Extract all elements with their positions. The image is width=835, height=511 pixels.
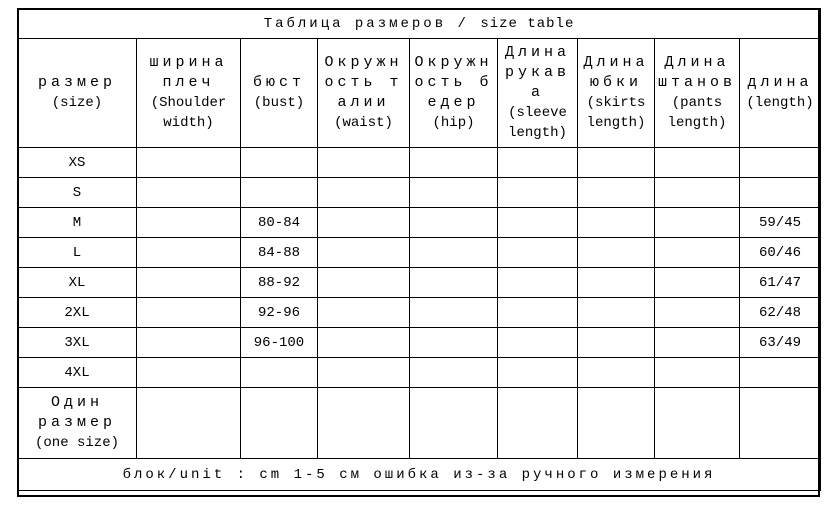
bust-cell [241, 358, 318, 388]
size-cell: XL [18, 268, 137, 298]
header-bust [241, 39, 318, 148]
pants-cell [655, 268, 740, 298]
waist-cell [318, 298, 410, 328]
hip-cell [410, 238, 498, 268]
length-cell [740, 358, 821, 388]
one-size-en: (one size) [34, 435, 119, 451]
table-row [18, 148, 821, 178]
title-en: size table [480, 15, 575, 32]
header-sleeve-ru: Длина рукава [504, 44, 570, 101]
sleeve-cell [498, 208, 578, 238]
size-cell: L [18, 238, 137, 268]
hip-cell [410, 298, 498, 328]
table-title [18, 9, 821, 39]
sleeve-cell [498, 298, 578, 328]
bust-cell [241, 148, 318, 178]
waist-cell [318, 388, 410, 459]
pants-cell [655, 328, 740, 358]
bust-cell: 80-84 [241, 208, 318, 238]
one-size-ru: Один размер [37, 394, 116, 431]
table-row [18, 178, 821, 208]
pants-cell [655, 208, 740, 238]
skirt-cell [578, 178, 655, 208]
size-cell: S [18, 178, 137, 208]
length-cell [740, 178, 821, 208]
hip-cell [410, 148, 498, 178]
bust-cell: 84-88 [241, 238, 318, 268]
header-size-ru: размер [37, 74, 116, 91]
length-cell [740, 148, 821, 178]
size-cell: M [18, 208, 137, 238]
header-length-ru: длина [747, 74, 813, 91]
pants-cell [655, 298, 740, 328]
header-size [18, 39, 137, 148]
footer-note: блок/unit : cm 1-5 см ошибка из-за ручного измерения [18, 459, 821, 491]
table-row [18, 328, 821, 358]
table-row [18, 208, 821, 238]
header-shoulder [137, 39, 241, 148]
waist-cell [318, 328, 410, 358]
header-waist-en: (waist) [334, 115, 393, 131]
size-table [17, 8, 821, 491]
one-size-label [18, 388, 137, 459]
shoulder-cell [137, 208, 241, 238]
header-length-en: (length) [746, 95, 814, 111]
bust-cell: 92-96 [241, 298, 318, 328]
length-cell: 59/45 [740, 208, 821, 238]
pants-cell [655, 238, 740, 268]
table-row [18, 358, 821, 388]
header-shoulder-ru: ширина плеч [149, 54, 228, 91]
length-cell: 61/47 [740, 268, 821, 298]
header-sleeve-en: (sleeve length) [508, 105, 567, 141]
hip-cell [410, 178, 498, 208]
pants-cell [655, 358, 740, 388]
hip-cell [410, 208, 498, 238]
skirt-cell [578, 328, 655, 358]
header-waist-ru: Окружность талии [324, 54, 403, 111]
bust-cell [241, 388, 318, 459]
shoulder-cell [137, 178, 241, 208]
sleeve-cell [498, 328, 578, 358]
shoulder-cell [137, 298, 241, 328]
pants-cell [655, 178, 740, 208]
header-length [740, 39, 821, 148]
header-skirt-ru: Длина юбки [583, 54, 649, 91]
header-hip [410, 39, 498, 148]
bust-cell: 96-100 [241, 328, 318, 358]
length-cell: 63/49 [740, 328, 821, 358]
header-skirt-en: (skirts length) [586, 95, 646, 131]
skirt-cell [578, 358, 655, 388]
sleeve-cell [498, 178, 578, 208]
shoulder-cell [137, 358, 241, 388]
length-cell: 60/46 [740, 238, 821, 268]
size-cell: XS [18, 148, 137, 178]
waist-cell [318, 178, 410, 208]
size-cell: 4XL [18, 358, 137, 388]
waist-cell [318, 268, 410, 298]
title-row [18, 9, 821, 39]
waist-cell [318, 358, 410, 388]
waist-cell [318, 148, 410, 178]
sleeve-cell [498, 268, 578, 298]
shoulder-cell [137, 388, 241, 459]
shoulder-cell [137, 328, 241, 358]
header-skirt [578, 39, 655, 148]
length-cell [740, 388, 821, 459]
waist-cell [318, 238, 410, 268]
sleeve-cell [498, 388, 578, 459]
skirt-cell [578, 208, 655, 238]
hip-cell [410, 358, 498, 388]
size-cell: 2XL [18, 298, 137, 328]
skirt-cell [578, 298, 655, 328]
header-size-en: (size) [51, 95, 103, 111]
pants-cell [655, 388, 740, 459]
one-size-row [18, 388, 821, 459]
skirt-cell [578, 388, 655, 459]
bust-cell: 88-92 [241, 268, 318, 298]
title-ru: Таблица размеров [263, 15, 447, 32]
pants-cell [655, 148, 740, 178]
bust-cell [241, 178, 318, 208]
hip-cell [410, 328, 498, 358]
header-hip-en: (hip) [432, 115, 475, 131]
skirt-cell [578, 268, 655, 298]
header-pants [655, 39, 740, 148]
sleeve-cell [498, 358, 578, 388]
table-row [18, 238, 821, 268]
header-row [18, 39, 821, 148]
skirt-cell [578, 238, 655, 268]
hip-cell [410, 388, 498, 459]
length-cell: 62/48 [740, 298, 821, 328]
size-cell: 3XL [18, 328, 137, 358]
table-row [18, 298, 821, 328]
shoulder-cell [137, 238, 241, 268]
waist-cell [318, 208, 410, 238]
shoulder-cell [137, 148, 241, 178]
header-waist [318, 39, 410, 148]
footer-row [18, 459, 821, 491]
sleeve-cell [498, 148, 578, 178]
shoulder-cell [137, 268, 241, 298]
table-row [18, 268, 821, 298]
header-sleeve [498, 39, 578, 148]
header-shoulder-en: (Shoulder width) [150, 95, 227, 131]
header-pants-ru: Длина штанов [657, 54, 736, 91]
header-pants-en: (pants length) [667, 95, 727, 131]
hip-cell [410, 268, 498, 298]
skirt-cell [578, 148, 655, 178]
header-hip-ru: Окружность бедер [414, 54, 493, 111]
header-bust-ru: бюст [252, 74, 305, 91]
sleeve-cell [498, 238, 578, 268]
header-bust-en: (bust) [253, 95, 305, 111]
title-separator: / [457, 15, 469, 32]
